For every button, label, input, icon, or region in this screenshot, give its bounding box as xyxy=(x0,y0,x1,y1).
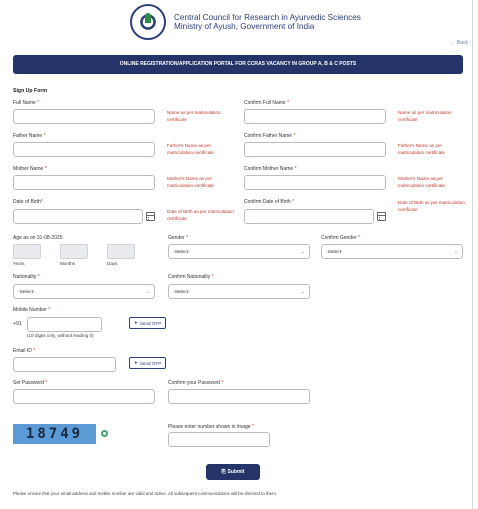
full-name-label: Full Name * xyxy=(13,100,40,106)
confirm-father-name-label: Confirm Father Name * xyxy=(244,133,296,139)
country-code: +91 xyxy=(13,321,22,327)
dob-label: Date of Birth* xyxy=(13,199,43,205)
confirm-gender-select[interactable]: -Select- ⌄ xyxy=(321,244,463,259)
confirm-father-name-hint: Father's Name as per matriculation certificate xyxy=(398,143,445,155)
father-name-label: Father Name * xyxy=(13,133,46,139)
months-label: Months xyxy=(60,261,76,266)
dob-input[interactable] xyxy=(13,209,143,224)
confirm-password-input[interactable] xyxy=(168,389,310,404)
footer-note: Please ensure that your email address and mobile number are valid and active. All subsequent communications will be directed to them. xyxy=(13,491,278,496)
captcha-image: 18749 xyxy=(13,424,96,444)
age-years-box xyxy=(13,244,41,259)
father-name-input[interactable] xyxy=(13,142,155,157)
page-banner: ONLINE REGISTRATION/APPLICATION PORTAL FOR CCRAS VACANCY IN GROUP A, B & C POSTS xyxy=(13,55,463,74)
chevron-down-icon: ⌄ xyxy=(453,249,458,255)
confirm-dob-hint: Date of Birth as per matriculation certificate xyxy=(398,200,465,212)
confirm-full-name-label: Confirm Full Name * xyxy=(244,100,290,106)
confirm-mother-name-hint: Mother's Name as per matriculation certificate xyxy=(398,176,445,188)
mobile-hint: (10 digits only, without leading 0) xyxy=(27,333,94,338)
gender-select[interactable]: -Select- ⌄ xyxy=(168,244,310,259)
confirm-nationality-select[interactable]: -Select- ⌄ xyxy=(168,284,310,299)
ccras-logo-icon xyxy=(130,4,166,40)
confirm-gender-label: Confirm Gender * xyxy=(321,235,360,241)
years-label: Years xyxy=(13,261,25,266)
submit-button[interactable]: ⎘ Submit xyxy=(206,464,260,480)
age-days-box xyxy=(107,244,135,259)
mother-name-input[interactable] xyxy=(13,175,155,190)
set-password-label: Set Password * xyxy=(13,380,48,386)
gender-label: Gender * xyxy=(168,235,189,241)
org-name-line2: Ministry of Ayush, Government of India xyxy=(174,22,315,31)
full-name-hint: Name as per matriculation certificate xyxy=(167,110,221,122)
chevron-down-icon: ⌄ xyxy=(300,249,305,255)
send-otp-email-button[interactable]: ➤ Send OTP xyxy=(129,357,166,369)
org-name-line1: Central Council for Research in Ayurvedic Sciences xyxy=(174,12,361,22)
captcha-label: Please enter number shown in image * xyxy=(168,424,254,430)
captcha-input[interactable] xyxy=(168,432,270,447)
confirm-password-label: Confirm your Password * xyxy=(168,380,224,386)
confirm-dob-label: Confirm Date of Birth * xyxy=(244,199,295,205)
calendar-icon[interactable] xyxy=(146,212,155,221)
dob-hint: Date of Birth as per matriculation certificate xyxy=(167,209,234,221)
nationality-select[interactable]: -Select- ⌄ xyxy=(13,284,155,299)
age-months-box xyxy=(60,244,88,259)
confirm-father-name-input[interactable] xyxy=(244,142,386,157)
form-title: Sign Up Form xyxy=(13,88,48,94)
send-otp-mobile-button[interactable]: ➤ Send OTP xyxy=(129,317,166,329)
confirm-dob-input[interactable] xyxy=(244,209,374,224)
chevron-down-icon: ⌄ xyxy=(300,289,305,295)
back-link[interactable]: ← Back xyxy=(450,40,468,46)
send-icon: ➤ xyxy=(134,360,138,365)
site-header xyxy=(130,3,361,41)
age-label: Age as on 31-08-2025 xyxy=(13,235,63,241)
full-name-input[interactable] xyxy=(13,109,155,124)
nationality-label: Nationality * xyxy=(13,274,40,280)
confirm-mother-name-input[interactable] xyxy=(244,175,386,190)
father-name-hint: Father's Name as per matriculation certificate xyxy=(167,143,214,155)
set-password-input[interactable] xyxy=(13,389,155,404)
email-input[interactable] xyxy=(13,357,116,372)
send-icon: ➤ xyxy=(134,320,138,325)
confirm-full-name-hint: Name as per matriculation certificate xyxy=(398,110,452,122)
days-label: Days xyxy=(107,261,118,266)
mother-name-hint: Mother's Name as per matriculation certificate xyxy=(167,176,214,188)
calendar-icon[interactable] xyxy=(377,212,386,221)
mobile-input[interactable] xyxy=(27,317,102,332)
confirm-nationality-label: Confirm Nationality * xyxy=(168,274,214,280)
org-name xyxy=(174,13,361,32)
confirm-full-name-input[interactable] xyxy=(244,109,386,124)
confirm-mother-name-label: Confirm Mother Name * xyxy=(244,166,297,172)
email-label: Email ID * xyxy=(13,348,36,354)
chevron-down-icon: ⌄ xyxy=(145,289,150,295)
refresh-icon[interactable] xyxy=(101,430,108,437)
mother-name-label: Mother Name * xyxy=(13,166,47,172)
mobile-label: Mobile Number * xyxy=(13,307,51,313)
submit-icon: ⎘ xyxy=(221,469,226,475)
